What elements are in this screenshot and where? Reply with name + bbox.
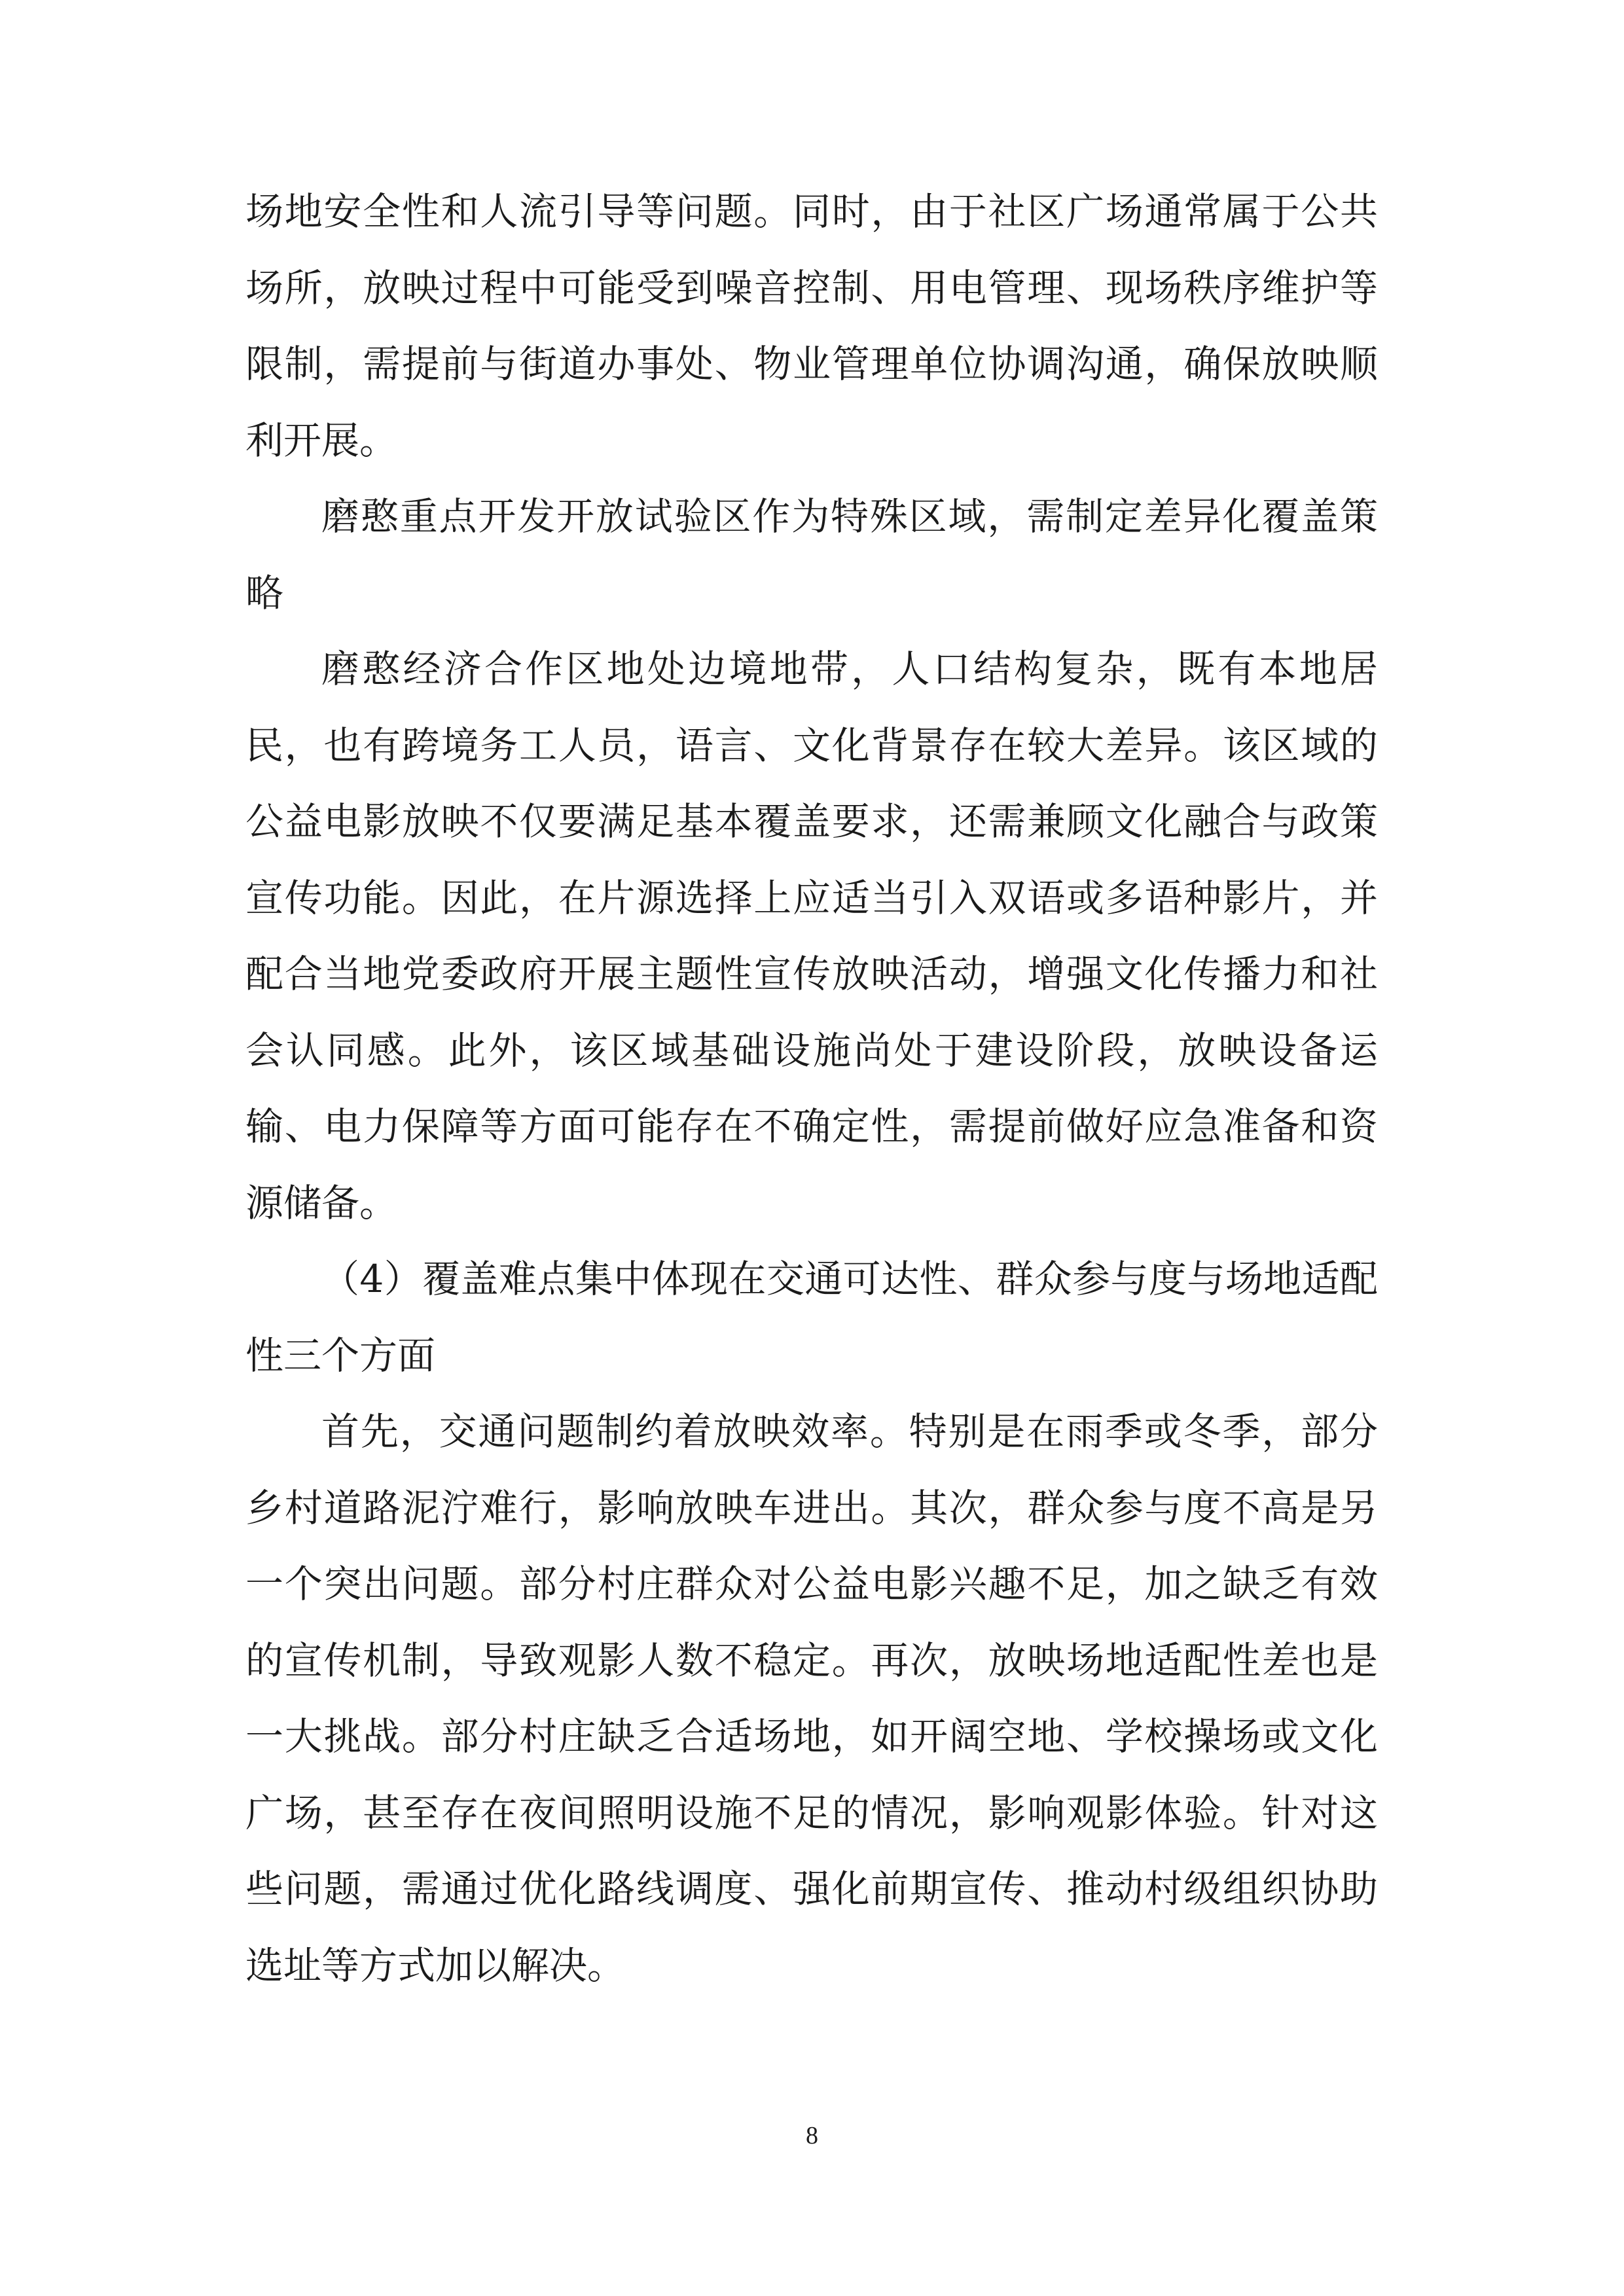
- subheading-mohan-zone: 磨憨重点开发开放试验区作为特殊区域，需制定差异化覆盖策略: [245, 494, 1378, 615]
- subheading-coverage-difficulties: （4）覆盖难点集中体现在交通可达性、群众参与度与场地适配性三个方面: [245, 1257, 1378, 1378]
- body-text: [245, 173, 1378, 2003]
- paragraph-coverage-difficulties: 首先，交通问题制约着放映效率。特别是在雨季或冬季，部分乡村道路泥泞难行，影响放映车进出。其次，群众参与度不高是另一个突出问题。部分村庄群众对公益电影兴趣不足，加之缺乏有效的宣传机制，导致观影人数不稳定。再次，放映场地适配性差也是一大挑战。部分村庄缺乏合适场地，如开阔空地、学校操场或文化广场，甚至存在夜间照明设施不足的情况，影响观影体验。针对这些问题，需通过优化路线调度、强化前期宣传、推动村级组织协助选址等方式加以解决。: [245, 1409, 1378, 1988]
- page-number: 8: [806, 2122, 818, 2149]
- paragraph-mohan-zone: 磨憨经济合作区地处边境地带，人口结构复杂，既有本地居民，也有跨境务工人员，语言、文化背景存在较大差异。该区域的公益电影放映不仅要满足基本覆盖要求，还需兼顾文化融合与政策宣传功能。因此，在片源选择上应适当引入双语或多语种影片，并配合当地党委政府开展主题性宣传放映活动，增强文化传播力和社会认同感。此外，该区域基础设施尚处于建设阶段，放映设备运输、电力保障等方面可能存在不确定性，需提前做好应急准备和资源储备。: [245, 647, 1378, 1225]
- paragraph-continuation: 场地安全性和人流引导等问题。同时，由于社区广场通常属于公共场所，放映过程中可能受到噪音控制、用电管理、现场秩序维护等限制，需提前与街道办事处、物业管理单位协调沟通，确保放映顺利开展。: [245, 189, 1378, 463]
